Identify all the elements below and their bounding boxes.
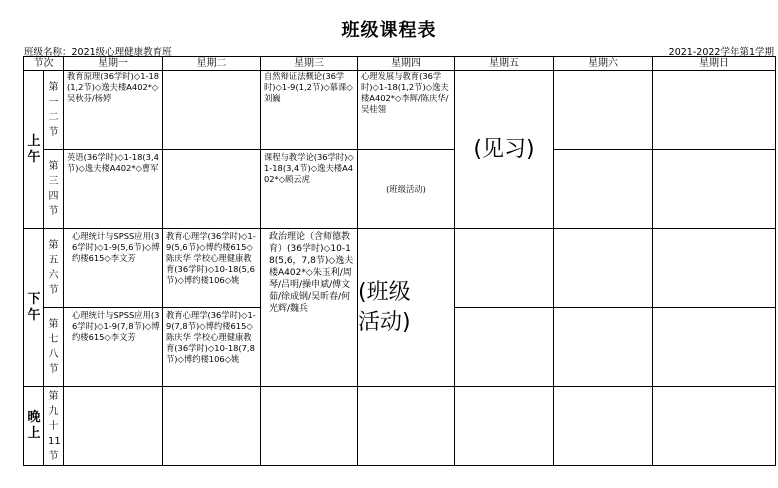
period-evening [24,387,44,466]
cell-wed-1 [261,71,358,150]
course-entry: 心理发展与教育(36学时)◇1-18(1,2节)◇逸夫楼A402*◇李辉/陈庆华/吴桂翎 [361,71,449,114]
cell-thu-afternoon [358,229,455,387]
header-row [24,57,776,71]
slot-3-4 [44,150,64,229]
cell-wed-afternoon [261,229,358,387]
cell-mon-3 [64,229,163,308]
col-header-fri: 星期五 [455,57,554,71]
slot-label: 第三四节 [48,161,59,217]
course-entry: 心理统计与SPSS应用(36学时)◇1-9(5,6节)◇博约楼615◇李文芳 [72,231,160,263]
cell-fri-4 [455,308,554,387]
course-entry: 教育心理学(36学时)◇1-9(5,6节)◇博约楼615◇陈庆华 学校心理健康教育(36学时)◇10-18(5,6节)◇博约楼106◇姚 [166,231,256,285]
col-header-sun: 星期日 [653,57,776,71]
cell-thu-5 [358,387,455,466]
cell-wed-2 [261,150,358,229]
cell-sat-5 [554,387,653,466]
course-entry: 政治理论（含师德教育）(36学时)◇10-18(5,6，7,8节)◇逸夫楼A402*◇朱玉利/周琴/吕明/操申斌/傅文茹/徐成钢/吴昕春/何光辉/魏兵 [269,232,354,314]
cell-tue-1 [163,71,261,150]
table-row [24,387,776,466]
term-label: 2021-2022学年第1学期 [668,47,774,58]
period-evening-label: 晚上 [27,410,41,441]
cell-tue-2 [163,150,261,229]
cell-sat-4 [554,308,653,387]
slot-1-2 [44,71,64,150]
cell-fri-morning [455,71,554,229]
course-entry: 教育心理学(36学时)◇1-9(7,8节)◇博约楼615◇陈庆华 学校心理健康教育(36学时)◇10-18(7,8节)◇博约楼106◇姚 [166,310,256,364]
page-title: 班级课程表 [341,20,437,41]
cell-sun-3 [653,229,776,308]
cell-thu-1 [358,71,455,150]
col-header-sat: 星期六 [554,57,653,71]
class-name-label: 班级名称：2021级心理健康教育班 [24,47,172,58]
course-entry: 自然辩证法概论(36学时)◇1-9(1,2节)◇慕课◇刘巍 [264,71,353,103]
course-entry: 课程与教学论(36学时)◇1-18(3,4节)◇逸夫楼A402*◇顾云虎 [264,152,354,184]
table-row [24,229,776,308]
course-entry: 教育原理(36学时)◇1-18(1,2节)◇逸夫楼A402*◇吴秋芬/杨婷 [67,71,160,103]
slot-7-8 [44,308,64,387]
slot-label: 第九十11节 [48,390,61,462]
cell-sun-2 [653,150,776,229]
cell-mon-1 [64,71,163,150]
slot-label: 第七八节 [48,319,59,375]
cell-mon-5 [64,387,163,466]
period-afternoon-label: 下午 [27,291,41,323]
thu-afternoon-note: (班级活动) [358,279,411,335]
col-header-slot: 节次 [24,57,64,71]
course-entry: (班级活动) [386,183,426,194]
course-entry: 英语(36学时)◇1-18(3,4节)◇逸夫楼A402*◇曹军 [67,152,159,173]
col-header-mon: 星期一 [64,57,163,71]
col-header-tue: 星期二 [163,57,261,71]
cell-wed-5 [261,387,358,466]
table-row [24,71,776,150]
course-entry: 心理统计与SPSS应用(36学时)◇1-9(7,8节)◇博约楼615◇李文芳 [72,310,160,342]
slot-label: 第五六节 [48,240,59,296]
cell-mon-2 [64,150,163,229]
cell-thu-2 [358,150,455,229]
cell-tue-5 [163,387,261,466]
slot-9-11 [44,387,64,466]
col-header-thu: 星期四 [358,57,455,71]
cell-sun-1 [653,71,776,150]
col-header-wed: 星期三 [261,57,358,71]
cell-sat-3 [554,229,653,308]
table-row [24,150,776,229]
period-afternoon [24,229,44,387]
cell-tue-4 [163,308,261,387]
cell-sun-5 [653,387,776,466]
period-morning-label: 上午 [27,133,41,165]
period-morning [24,71,44,229]
cell-sat-1 [554,71,653,150]
fri-morning-note: (见习) [473,136,535,162]
cell-fri-5 [455,387,554,466]
slot-label: 第一二节 [48,82,59,138]
cell-fri-3 [455,229,554,308]
cell-mon-4 [64,308,163,387]
cell-tue-3 [163,229,261,308]
cell-sun-4 [653,308,776,387]
cell-sat-2 [554,150,653,229]
timetable [23,56,776,466]
slot-5-6 [44,229,64,308]
